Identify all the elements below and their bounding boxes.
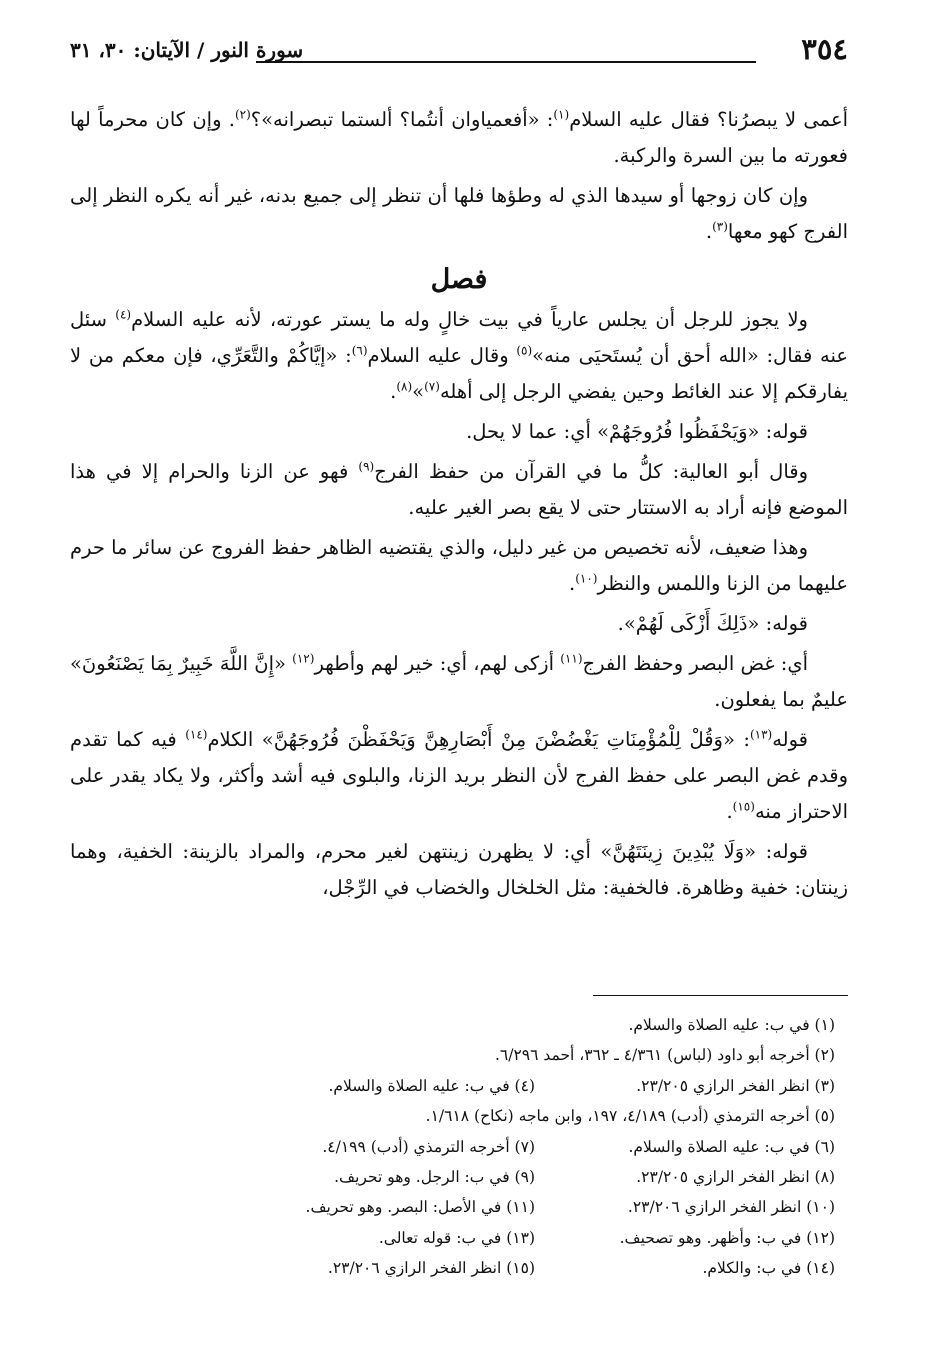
paragraph bbox=[70, 414, 848, 450]
section-title: فصل bbox=[430, 264, 488, 295]
footnote-ref[interactable]: (٨) bbox=[396, 379, 413, 394]
footnote-row bbox=[220, 1223, 835, 1253]
footnote: (٦) في ب: عليه الصلاة والسلام. bbox=[628, 1137, 835, 1156]
text-run: قوله: «وَيَحْفَظُوا فُرُوجَهُمْ» أي: عما لا يحل. bbox=[466, 420, 808, 443]
text-run: » bbox=[412, 380, 425, 403]
footnote: (٣) انظر الفخر الرازي ٢٣/٢٠٥. bbox=[636, 1076, 835, 1095]
footnote: (١٤) في ب: والكلام. bbox=[702, 1259, 835, 1278]
footnote-ref[interactable]: (٩) bbox=[358, 459, 375, 474]
main-text bbox=[70, 102, 848, 910]
footnote-row bbox=[220, 1253, 835, 1283]
footnote-ref[interactable]: (٢) bbox=[234, 107, 251, 122]
text-run: سئل عنه فقال: «الله أحق أن يُستَحيَى منه» bbox=[70, 308, 848, 367]
running-header bbox=[70, 30, 848, 74]
footnote: (١٥) انظر الفخر الرازي ٢٣/٢٠٦. bbox=[327, 1259, 535, 1278]
footnote-row bbox=[220, 1192, 835, 1222]
text-run: : «إيَّاكُمْ والتَّعَرِّي، فإن معكم من لا يفارقكم إلا عند الغائط وحين يفضي الرجل إلى أهله bbox=[70, 344, 848, 403]
text-run: : «وَقُلْ لِلْمُؤْمِنَاتِ يَغْضُضْنَ مِنْ أَبْصَارِهِنَّ وَيَحْفَظْنَ فُرُوجَهُنَّ» الكلام bbox=[207, 728, 750, 751]
text-run: قوله: «وَلَا يُبْدِينَ زِينَتَهُنَّ» أي: لا يظهرن زينتهن لغير محرم، والمراد بالزينة: الخفية، وهما زينتان: خفية وظاهرة. فالخفية: مثل الخلخال والخضاب في الرِّجْل، bbox=[70, 840, 848, 899]
text-run: أعمى لا يبصرُنا؟ فقال عليه السلام bbox=[569, 108, 848, 131]
footnote-ref[interactable]: (١٠) bbox=[575, 571, 598, 586]
paragraph bbox=[70, 302, 848, 410]
footnote-ref[interactable]: (٦) bbox=[351, 343, 368, 358]
footnote-row bbox=[220, 1040, 835, 1070]
text-run: أزكى لهم، أي: خير لهم وأطهر bbox=[314, 652, 561, 675]
footnote: (١) في ب: عليه الصلاة والسلام. bbox=[628, 1016, 835, 1034]
footnote-ref[interactable]: (٧) bbox=[424, 379, 440, 394]
text-run: . وإن كان محرماً لها فعورته ما بين السرة والركبة. bbox=[70, 108, 848, 167]
text-run: . bbox=[569, 572, 576, 595]
footnote: (٥) أخرجه الترمذي (أدب) ٤/١٨٩، ١٩٧، وابن ماجه (نكاح) ١/٦١٨. bbox=[425, 1107, 835, 1126]
paragraph bbox=[70, 454, 848, 526]
page-number: ٣٥٤ bbox=[801, 32, 848, 66]
text-run: فيه كما تقدم وقدم غض البصر على حفظ الفرج لأن النظر بريد الزنا، والبلوى فيه أشد وأكثر، ولا يكاد يقدر على الاحتراز منه bbox=[70, 728, 848, 823]
footnote-ref[interactable]: (٣) bbox=[712, 219, 728, 234]
text-run: ولا يجوز للرجل أن يجلس عارياً في بيت خالٍ وله ما يستر عورته، لأنه عليه السلام bbox=[131, 308, 808, 331]
footnote: (٤) في ب: عليه الصلاة والسلام. bbox=[328, 1076, 535, 1095]
text-run: وهذا ضعيف، لأنه تخصيص من غير دليل، والذي يقتضيه الظاهر حفظ الفروج عن سائر ما حرم عليهما من الزنا واللمس والنظر bbox=[70, 536, 848, 595]
footnote: (١٠) انظر الفخر الرازي ٢٣/٢٠٦. bbox=[627, 1198, 835, 1217]
text-run: قوله bbox=[772, 728, 808, 751]
footnote-ref[interactable]: (١٤) bbox=[185, 727, 208, 742]
text-run: «إِنَّ اللَّهَ خَبِيرٌ بِمَا يَصْنَعُونَ» عليمٌ بما يفعلون. bbox=[70, 652, 848, 711]
footnote-ref[interactable]: (١٥) bbox=[732, 799, 755, 814]
footnote: (٧) أخرجه الترمذي (أدب) ٤/١٩٩. bbox=[322, 1137, 535, 1156]
footnote-row bbox=[220, 1132, 835, 1162]
paragraph bbox=[70, 178, 848, 250]
footnote: (٨) انظر الفخر الرازي ٢٣/٢٠٥. bbox=[636, 1167, 835, 1186]
footnote-ref[interactable]: (٤) bbox=[115, 307, 132, 322]
footnote: (١٢) في ب: وأظهر. وهو تصحيف. bbox=[619, 1228, 835, 1247]
footnote-row bbox=[220, 1101, 835, 1131]
footnote-row bbox=[220, 1010, 835, 1040]
text-run: . bbox=[390, 380, 397, 403]
footnote: (١٣) في ب: قوله تعالى. bbox=[378, 1228, 535, 1247]
paragraph bbox=[70, 646, 848, 718]
text-run: أي: غض البصر وحفظ الفرج bbox=[582, 652, 809, 675]
footnote: (٩) في ب: الرجل. وهو تحريف. bbox=[334, 1167, 535, 1186]
footnote-ref[interactable]: (١٣) bbox=[749, 727, 773, 742]
text-run: وقال عليه السلام bbox=[367, 344, 517, 367]
text-run: وإن كان زوجها أو سيدها الذي له وطؤها فلها أن تنظر إلى جميع بدنه، غير أنه يكره النظر إلى الفرج كهو معها bbox=[70, 184, 848, 243]
footnotes bbox=[220, 1010, 835, 1284]
text-run: وقال أبو العالية: كلُّ ما في القرآن من حفظ الفرج bbox=[374, 460, 808, 483]
footnote-row bbox=[220, 1071, 835, 1101]
footnote: (٢) أخرجه أبو داود (لباس) ٤/٣٦١ ـ ٣٦٢، أحمد ٦/٢٩٦. bbox=[494, 1046, 835, 1065]
running-title: سورة النور / الآيتان: ٣٠، ٣١ bbox=[70, 38, 304, 62]
text-run: قوله: «ذَلِكَ أَزْكَى لَهُمْ». bbox=[617, 612, 808, 635]
paragraph bbox=[70, 530, 848, 602]
text-run: فهو عن الزنا والحرام إلا في هذا الموضع فإنه أراد به الاستتار حتى لا يقع بصر الغير عليه. bbox=[70, 460, 848, 519]
footnote-ref[interactable]: (١١) bbox=[560, 651, 583, 666]
paragraph bbox=[70, 102, 848, 174]
paragraph bbox=[70, 606, 848, 642]
footnote-row bbox=[220, 1162, 835, 1192]
paragraph bbox=[70, 834, 848, 906]
footnote-ref[interactable]: (١) bbox=[553, 107, 570, 122]
footnote-ref[interactable]: (٥) bbox=[516, 343, 533, 358]
text-run: . bbox=[726, 800, 733, 823]
footnote: (١١) في الأصل: البصر. وهو تحريف. bbox=[305, 1198, 535, 1217]
header-rule bbox=[256, 61, 756, 63]
footnote-ref[interactable]: (١٢) bbox=[292, 651, 315, 666]
text-run: . bbox=[705, 220, 713, 243]
footnote-separator bbox=[593, 995, 848, 996]
text-run: : «أفعمياوان أنتُما؟ ألستما تبصرانه»؟ bbox=[250, 108, 554, 131]
paragraph bbox=[70, 722, 848, 830]
